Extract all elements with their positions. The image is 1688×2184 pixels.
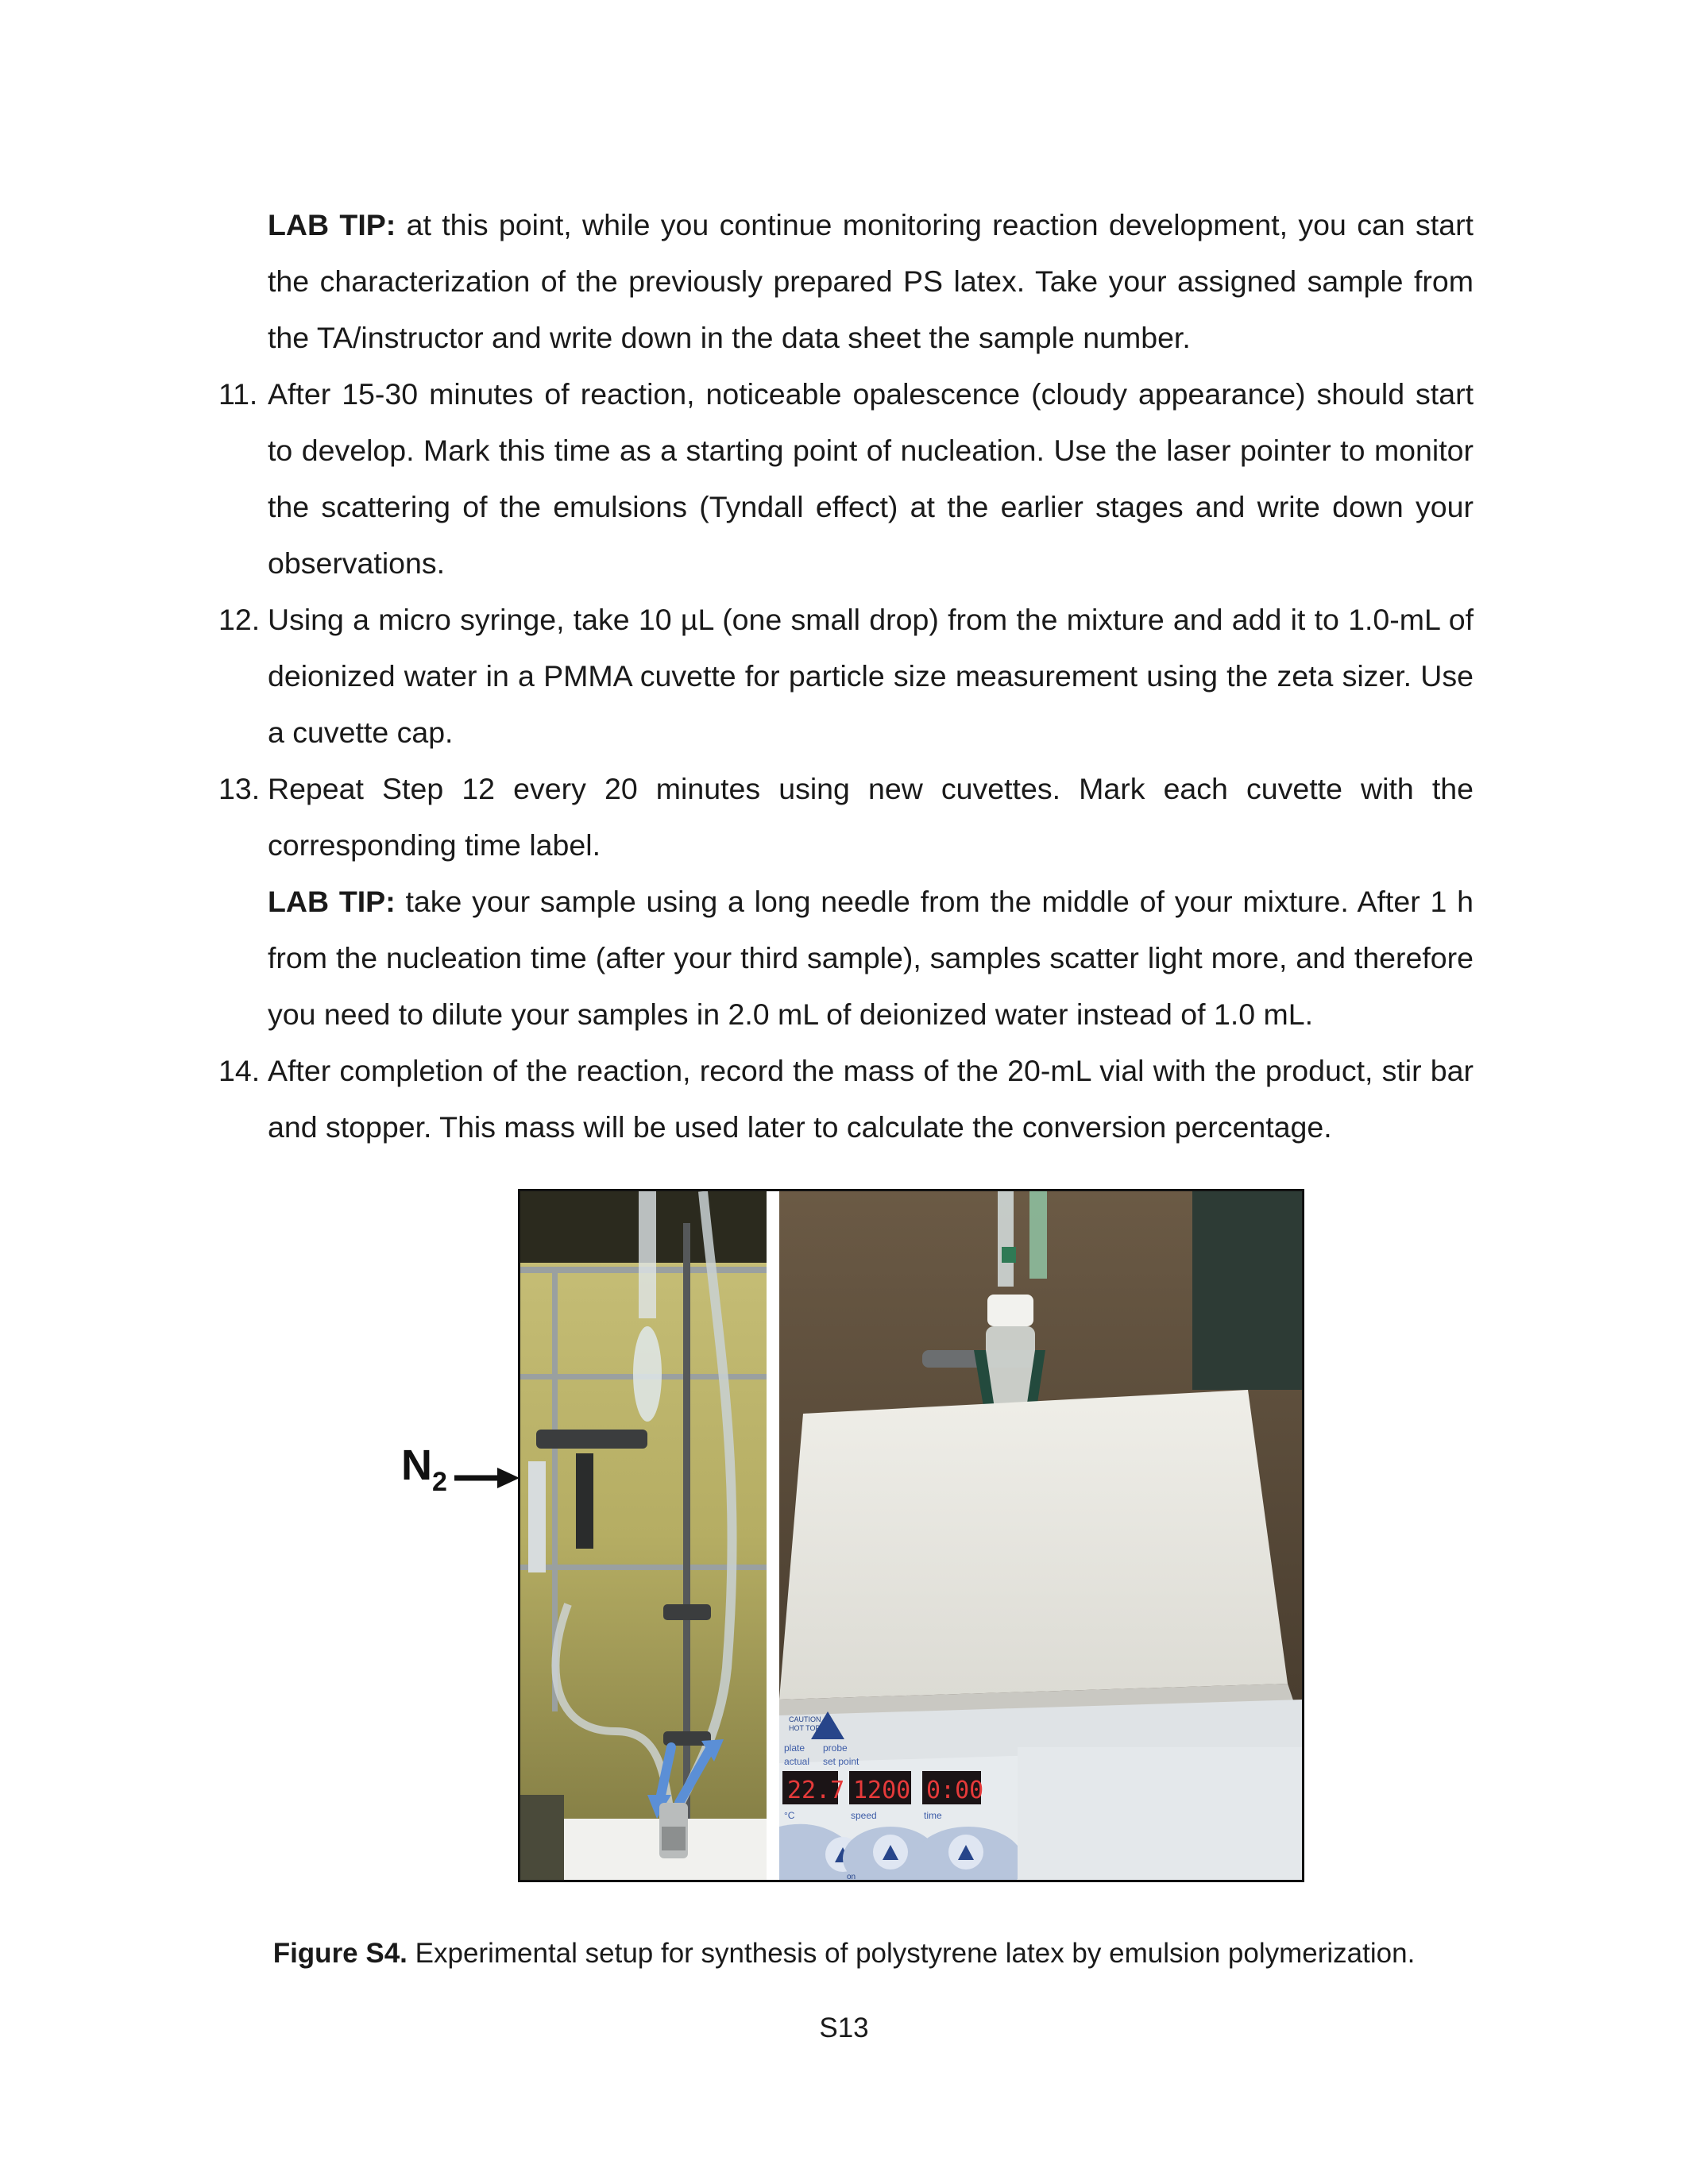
arrow-right-icon	[454, 1466, 520, 1490]
actual-label: actual	[784, 1756, 810, 1767]
step-item	[218, 366, 1474, 592]
body-text	[218, 197, 1474, 1156]
step-number: 13.	[218, 772, 261, 805]
step-number: 11.	[218, 377, 258, 411]
step-item	[218, 592, 1474, 761]
step-item	[218, 761, 1474, 874]
page-number: S13	[819, 2012, 869, 2043]
speed-display: 1200	[853, 1777, 911, 1804]
caption-label: Figure S4.	[272, 1938, 408, 1969]
step-text: Repeat Step 12 every 20 minutes using new cuvettes. Mark each cuvette with the corresponding time label.	[268, 772, 1474, 862]
n2-main: N	[401, 1441, 432, 1489]
step-item	[218, 1043, 1474, 1156]
lab-tip-text: take your sample using a long needle from the middle of your mixture. After 1 h from the nucleation time (after your third sample), samples scatter light more, and therefore you need to dilute your samples in 2.0 mL of deionized water instead of 1.0 mL.	[268, 885, 1474, 1031]
lab-tip-paragraph-2	[218, 874, 1474, 1043]
lab-tip-label: LAB TIP:	[268, 208, 396, 241]
speed-label: speed	[851, 1810, 877, 1821]
n2-subscript: 2	[432, 1467, 447, 1497]
temp-display: 22.7	[787, 1777, 845, 1804]
step-number: 14.	[218, 1054, 261, 1087]
n2-label	[401, 1441, 447, 1497]
figure-caption	[0, 1936, 1688, 1971]
time-display: 0:00	[926, 1777, 984, 1804]
step-text: After completion of the reaction, record the mass of the 20-mL vial with the product, stir bar and stopper. This mass will be used later to calculate the conversion percentage.	[268, 1054, 1474, 1144]
on-label: on	[847, 1873, 856, 1880]
step-number: 12.	[218, 603, 261, 636]
caution-text: CAUTION	[789, 1715, 821, 1723]
hot-top-text: HOT TOP	[789, 1724, 821, 1732]
glassware-setup-photo	[520, 1191, 767, 1880]
figure-s4-photo	[518, 1189, 1304, 1882]
lab-tip-text: at this point, while you continue monitoring reaction development, you can start the characterization of the previously prepared PS latex. Take your assigned sample from the TA/instructor and write down in the data sheet the sample number.	[268, 208, 1474, 354]
probe-label: probe	[823, 1742, 848, 1754]
lab-tip-label: LAB TIP:	[268, 885, 396, 918]
step-text: After 15-30 minutes of reaction, noticeable opalescence (cloudy appearance) should start to develop. Mark this time as a starting point of nucleation. Use the laser pointer to monitor the scattering of the emulsions (Tyndall effect) at the earlier stages and write down your observations.	[268, 377, 1474, 580]
step-text: Using a micro syringe, take 10 µL (one small drop) from the mixture and add it to 1.0-mL of deionized water in a PMMA cuvette for particle size measurement using the zeta sizer. Use a cuvette cap.	[268, 603, 1474, 749]
set-point-label: set point	[823, 1756, 859, 1767]
time-label: time	[924, 1810, 942, 1821]
photo-divider	[767, 1191, 779, 1880]
lab-tip-paragraph-1	[218, 197, 1474, 366]
hot-plate-stirrer-photo	[779, 1191, 1302, 1880]
temp-unit-label: °C	[784, 1810, 795, 1821]
caption-text: Experimental setup for synthesis of polystyrene latex by emulsion polymerization.	[407, 1938, 1416, 1969]
plate-label: plate	[784, 1742, 805, 1754]
